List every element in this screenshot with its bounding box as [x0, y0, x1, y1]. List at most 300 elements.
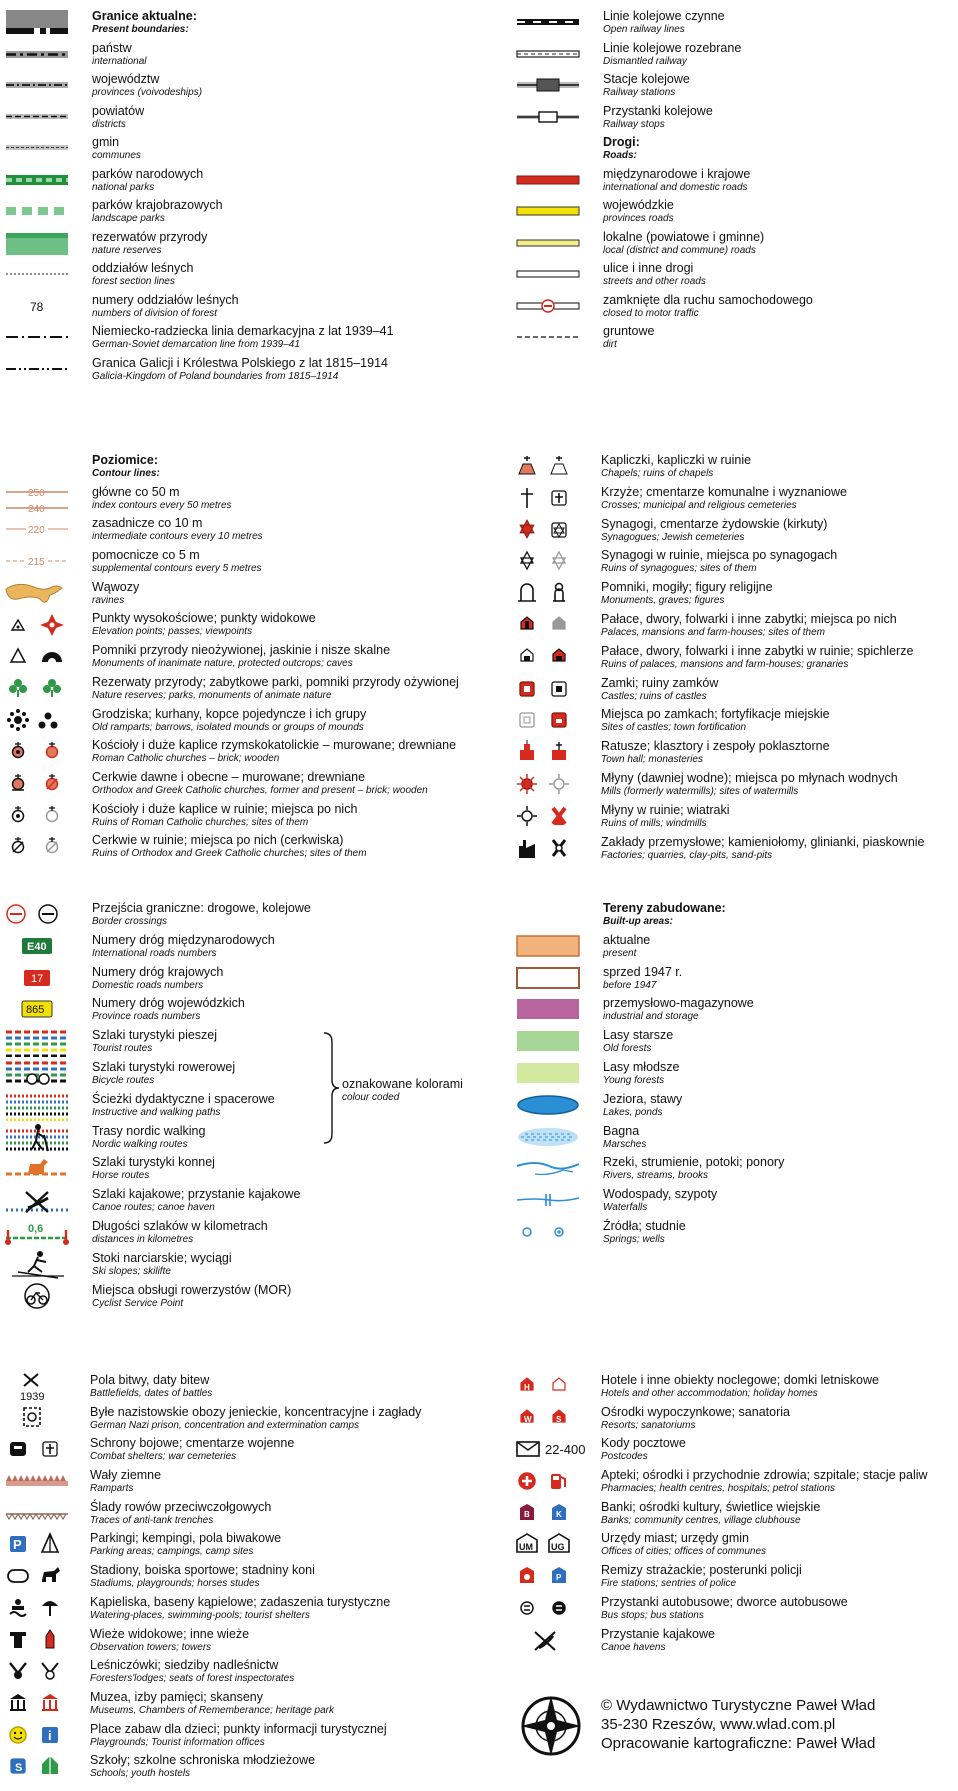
- legend-row: [515, 1154, 955, 1186]
- legend-label: Przystanki autobusowe; dworce autobusowe: [601, 1594, 848, 1609]
- legend-row: [4, 103, 459, 135]
- church-ruin-icon: [4, 801, 72, 831]
- legend-row: [513, 1372, 958, 1404]
- synagogue-ruin-icon: [513, 547, 581, 577]
- legend-label-en: Ruins of palaces, mansions and farm-houses; granaries: [601, 658, 849, 670]
- camp-icon: [4, 1404, 72, 1434]
- section-boundaries: [4, 8, 459, 386]
- legend-row: [515, 900, 955, 932]
- postcode-number: 22-400: [545, 1442, 586, 1458]
- legend-row: [4, 166, 459, 198]
- legend-row: [515, 134, 955, 166]
- section-land-cover: [515, 900, 955, 1250]
- legend-label-en: Observation towers; towers: [90, 1641, 212, 1653]
- legend-label: Muzea, izby pamięci; skanseny: [90, 1689, 263, 1704]
- legend-row: [515, 1091, 955, 1123]
- legend-label-en: index contours every 50 metres: [92, 499, 232, 511]
- legend-label: Numery dróg wojewódzkich: [92, 996, 245, 1011]
- legend-label: Numery dróg krajowych: [92, 964, 224, 979]
- legend-label: Granica Galicji i Królestwa Polskiego z lat 1815–1914: [92, 355, 388, 370]
- legend-label: Niemiecko-radziecka linia demarkacyjna z lat 1939–41: [92, 324, 394, 338]
- legend-row: [4, 964, 504, 996]
- legend-row: [515, 103, 955, 135]
- legend-label: Punkty wysokościowe; punkty widokowe: [92, 611, 316, 626]
- legend-label: Wały ziemne: [90, 1468, 162, 1483]
- legend-row: [4, 1282, 504, 1314]
- legend-row: [515, 1186, 955, 1218]
- legend-label: Lasy starsze: [603, 1028, 674, 1043]
- legend-row: [513, 611, 958, 643]
- legend-label-en: Bus stops; bus stations: [601, 1609, 704, 1621]
- legend-label: Kapliczki, kapliczki w ruinie: [601, 453, 752, 467]
- trail-distance-icon: [4, 1218, 72, 1248]
- legend-label: Zakłady przemysłowe; kamieniołomy, glinianki, piaskownie: [601, 834, 925, 849]
- castle-site-icon: [513, 706, 581, 736]
- legend-label-en: Hotels and other accommodation; holiday homes: [601, 1388, 818, 1399]
- colour-coded-note: [342, 1078, 463, 1104]
- orthodox-ruin-icon: [4, 832, 72, 862]
- legend-label: Pomniki przyrody nieożywionej, jaskinie i nisze skalne: [92, 643, 391, 658]
- legend-label: gmin: [92, 135, 120, 149]
- legend-row: [513, 1499, 958, 1531]
- legend-label-en: provinces (voivodeships): [92, 87, 203, 98]
- legend-label: Banki; ośrodki kultury, świetlice wiejskie: [601, 1499, 821, 1514]
- legend-label: Jeziora, stawy: [603, 1091, 683, 1106]
- legend-label: Kąpieliska, baseny kąpielowe; zadaszenia turystyczne: [90, 1594, 391, 1609]
- cyclist-service-icon: [4, 1282, 72, 1312]
- legend-label-en: districts: [92, 118, 126, 130]
- legend-label-en: Sites of castles; town fortification: [601, 722, 747, 734]
- legend-label-en: Nature reserves; parks, monuments of animate nature: [92, 689, 332, 701]
- legend-label: Byłe nazistowskie obozy jenieckie, koncentracyjne i zagłady: [90, 1404, 422, 1419]
- legend-label-en: Roads:: [603, 150, 637, 161]
- legend-label: Młyny w ruinie; wiatraki: [601, 802, 730, 817]
- legend-row: [4, 1499, 504, 1531]
- old-forest-icon: [515, 1027, 583, 1057]
- legend-row: [515, 260, 955, 292]
- legend-label-en: Province roads numbers: [92, 1011, 201, 1023]
- legend-label: Synagogi w ruinie, miejsca po synagogach: [601, 548, 838, 563]
- commune-boundary-line-icon: [4, 134, 72, 164]
- legend-label: Ratusze; klasztory i zespoły poklasztorne: [601, 739, 830, 754]
- svg-text:E40: E40: [27, 940, 47, 953]
- legend-row: [4, 484, 504, 516]
- legend-label-en: Pharmacies; health centres, hospitals; petrol stations: [601, 1483, 836, 1495]
- legend-row: [515, 292, 955, 324]
- compass-rose-icon: [519, 1694, 583, 1758]
- legend-label: Leśniczówki; siedziby nadleśnictw: [90, 1658, 279, 1673]
- legend-label: Remizy strażackie; posterunki policji: [601, 1563, 802, 1578]
- legend-row: [4, 706, 504, 738]
- section-contours-sites: [4, 452, 504, 864]
- rampart-icon: [4, 706, 72, 736]
- legend-row: [513, 770, 958, 802]
- industrial-area-icon: [515, 995, 583, 1025]
- legend-label: Trasy nordic walking: [92, 1123, 206, 1138]
- legend-label-en: Battlefields, dates of battles: [90, 1388, 213, 1399]
- legend-label-en: Castles; ruins of castles: [601, 690, 707, 702]
- school-icon: [4, 1752, 72, 1782]
- svg-text:H: H: [524, 1383, 530, 1392]
- legend-label-en: present: [603, 947, 637, 959]
- district-boundary-line-icon: [4, 103, 72, 133]
- legend-label-en: Rivers, streams, brooks: [603, 1170, 709, 1182]
- legend-label-en: Railway stations: [603, 87, 676, 98]
- legend-row: [4, 1562, 504, 1594]
- legend-label: Rezerwaty przyrody; zabytkowe parki, pomniki przyrody ożywionej: [92, 674, 459, 689]
- legend-row: [515, 932, 955, 964]
- nature-reserve-area-icon: [4, 229, 72, 259]
- legend-row: [4, 1186, 504, 1218]
- legend-row: [513, 452, 958, 484]
- legend-label: Szlaki turystyki rowerowej: [92, 1059, 236, 1074]
- legend-row: [4, 452, 504, 484]
- lake-icon: [515, 1091, 583, 1121]
- legend-label-en: Springs; wells: [603, 1233, 665, 1245]
- legend-label: sprzed 1947 r.: [603, 964, 683, 979]
- legend-row: [4, 1250, 504, 1282]
- legend-row: [4, 1467, 504, 1499]
- anti-tank-trench-icon: [4, 1499, 72, 1529]
- earth-rampart-icon: [4, 1467, 72, 1497]
- legend-row: [513, 1562, 958, 1594]
- legend-label-en: industrial and storage: [603, 1011, 699, 1023]
- legend-label: Przystanki kolejowe: [603, 103, 713, 118]
- legend-label-en: Stadiums, playgrounds; horses studes: [90, 1578, 260, 1590]
- legend-label: Poziomice:: [92, 453, 158, 467]
- legend-label: pomocnicze co 5 m: [92, 548, 200, 563]
- legend-label: numery oddziałów leśnych: [92, 292, 239, 307]
- legend-row: [515, 166, 955, 198]
- horse-trail-icon: [4, 1154, 72, 1184]
- forester-icon: [4, 1657, 72, 1687]
- legend-label: lokalne (powiatowe i gminne): [603, 229, 765, 244]
- legend-label-en: Roman Catholic churches – brick; wooden: [92, 753, 280, 765]
- legend-row: [513, 834, 958, 866]
- railway-station-icon: [515, 71, 583, 101]
- parking-icon: [4, 1530, 72, 1560]
- svg-text:K: K: [556, 1509, 562, 1519]
- legend-label-en: Foresters'lodges; seats of forest inspectorates: [90, 1673, 295, 1685]
- legend-row: [4, 579, 504, 611]
- legend-label-en: Elevation points; passes; viewpoints: [92, 626, 253, 638]
- ravine-icon: [4, 579, 72, 609]
- legend-label: Kody pocztowe: [601, 1436, 686, 1451]
- svg-text:220: 220: [28, 525, 45, 537]
- legend-label-en: numbers of division of forest: [92, 307, 218, 319]
- legend-label-en: Dismantled railway: [603, 55, 687, 67]
- legend-label-en: Chapels; ruins of chapels: [601, 468, 714, 479]
- landscape-park-boundary-icon: [4, 197, 72, 227]
- legend-label-en: Watering-places, swimming-pools; tourist shelters: [90, 1609, 310, 1621]
- legend-row: [4, 1027, 504, 1059]
- museum-icon: [4, 1689, 72, 1719]
- legend-label-en: Nordic walking routes: [92, 1138, 188, 1150]
- national-road-icon: [515, 166, 583, 196]
- legend-label: ulice i inne drogi: [603, 261, 694, 275]
- legend-label: powiatów: [92, 103, 145, 118]
- synagogue-icon: [513, 516, 581, 546]
- legend-label: Linie kolejowe rozebrane: [603, 40, 742, 55]
- legend-row: [4, 134, 459, 166]
- legend-label-en: German-Soviet demarcation line from 1939–41: [92, 339, 300, 350]
- legend-row: [4, 1752, 504, 1784]
- ski-slope-icon: [4, 1250, 72, 1280]
- boundary-grey-block-icon: [4, 8, 72, 38]
- legend-label: Wąwozy: [92, 579, 140, 594]
- legend-label: Szkoły; szkolne schroniska młodzieżowe: [90, 1753, 316, 1768]
- legend-row: [4, 1218, 504, 1250]
- legend-label-en: Orthodox and Greek Catholic churches, former and present – brick; wooden: [92, 784, 428, 796]
- legend-label-en: closed to motor traffic: [603, 307, 699, 319]
- legend-label-en: Present boundaries:: [92, 24, 189, 35]
- domestic-road-number-icon: [4, 964, 72, 994]
- brace-note-en: colour coded: [342, 1092, 400, 1103]
- waterfall-icon: [515, 1186, 583, 1216]
- legend-label: Pola bitwy, daty bitew: [90, 1373, 210, 1387]
- legend-label: Numery dróg międzynarodowych: [92, 932, 275, 947]
- fire-station-icon: [513, 1562, 581, 1592]
- legend-row: [4, 515, 504, 547]
- legend-row: [513, 706, 958, 738]
- local-road-icon: [515, 229, 583, 259]
- legend-label-en: Parking areas; campings, camp sites: [90, 1546, 254, 1558]
- battlefield-icon: [4, 1372, 72, 1402]
- legend-label-en: Offices of cities; offices of communes: [601, 1546, 767, 1558]
- svg-text:865: 865: [26, 1004, 45, 1017]
- legend-label-en: streets and other roads: [603, 276, 706, 287]
- legend-label-en: Ruins of mills; windmills: [601, 817, 707, 829]
- legend-label: Ślady rowów przeciwczołgowych: [90, 1499, 272, 1514]
- legend-label-en: Ski slopes; skilifte: [92, 1265, 171, 1277]
- legend-row: [4, 674, 504, 706]
- legend-row: [4, 610, 504, 642]
- legend-label: parków krajobrazowych: [92, 198, 223, 212]
- legend-label: wojewódzkie: [603, 198, 674, 212]
- stadium-icon: [4, 1562, 72, 1592]
- legend-label: Miejsca obsługi rowerzystów (MOR): [92, 1282, 292, 1297]
- legend-row: [513, 484, 958, 516]
- legend-label-en: German Nazi prison, concentration and extermination camps: [90, 1419, 360, 1431]
- legend-label-en: Lakes, ponds: [603, 1106, 663, 1118]
- playground-icon: [4, 1721, 72, 1751]
- section-services: [513, 1372, 958, 1657]
- legend-label: Ośrodki wypoczynkowe; sanatoria: [601, 1404, 790, 1419]
- svg-text:UG: UG: [551, 1542, 565, 1553]
- legend-label: Bagna: [603, 1123, 640, 1138]
- legend-row: [513, 547, 958, 579]
- railway-stop-icon: [515, 103, 583, 133]
- legend-label: państw: [92, 40, 132, 55]
- legend-row: [4, 801, 504, 833]
- legend-row: [515, 197, 955, 229]
- legend-label-en: Open railway lines: [603, 24, 685, 35]
- legend-label: zasadnicze co 10 m: [92, 516, 203, 531]
- legend-label: Ścieżki dydaktyczne i spacerowe: [92, 1091, 275, 1106]
- legend-row: [4, 292, 459, 324]
- legend-row: [4, 737, 504, 769]
- legend-row: [4, 1626, 504, 1658]
- legend-label-en: Ruins of synagogues; sites of them: [601, 563, 757, 575]
- legend-row: [513, 738, 958, 770]
- legend-row: [513, 1467, 958, 1499]
- legend-label: Schrony bojowe; cmentarze wojenne: [90, 1436, 295, 1451]
- legend-label-en: international and domestic roads: [603, 181, 748, 193]
- catholic-church-icon: [4, 737, 72, 767]
- legend-row: [4, 932, 504, 964]
- marsh-icon: [515, 1123, 583, 1153]
- legend-label: Hotele i inne obiekty noclegowe; domki letniskowe: [601, 1373, 879, 1387]
- border-crossing-icon: [4, 900, 72, 930]
- legend-label-en: Synagogues; Jewish cemeteries: [601, 531, 745, 543]
- legend-label: Tereny zabudowane:: [603, 901, 726, 915]
- legend-label: Lasy młodsze: [603, 1059, 680, 1074]
- legend-row: [4, 995, 504, 1027]
- colour-coded-brace: [322, 1032, 342, 1144]
- legend-label: Przejścia graniczne: drogowe, kolejowe: [92, 901, 311, 915]
- legend-row: [4, 1154, 504, 1186]
- legend-row: [4, 1123, 504, 1155]
- legend-label-en: Canoe routes; canoe haven: [92, 1202, 215, 1214]
- legend-label-en: Mills (formerly watermills); sites of watermills: [601, 785, 799, 797]
- svg-text:78: 78: [30, 299, 44, 314]
- legend-label-en: Border crossings: [92, 916, 168, 927]
- legend-label: Kościoły i duże kaplice w ruinie; miejsca po nich: [92, 801, 358, 816]
- svg-text:1939: 1939: [20, 1391, 45, 1402]
- legend-label: Miejsca po zamkach; fortyfikacje miejskie: [601, 707, 830, 722]
- legend-row: [4, 900, 504, 932]
- dismantled-railway-icon: [515, 40, 583, 70]
- legend-label-en: before 1947: [603, 979, 657, 991]
- svg-text:B: B: [524, 1509, 530, 1519]
- legend-label: Parkingi; kempingi, pola biwakowe: [90, 1531, 282, 1546]
- legend-label: Źródła; studnie: [603, 1218, 686, 1233]
- dirt-road-icon: [515, 323, 583, 353]
- legend-label-en: Monuments, graves; figures: [601, 595, 725, 607]
- legend-row: [4, 832, 504, 864]
- legend-label: województw: [92, 72, 160, 86]
- legend-row: [4, 229, 459, 261]
- legend-row: [4, 260, 459, 292]
- legend-row: [515, 71, 955, 103]
- legend-label-en: International roads numbers: [92, 947, 217, 959]
- factory-icon: [513, 834, 581, 864]
- legend-label-en: national parks: [92, 181, 155, 193]
- legend-label-en: Ruins of Orthodox and Greek Catholic churches; sites of them: [92, 848, 367, 860]
- legend-label: Cerkwie w ruinie; miejsca po nich (cerkwiska): [92, 833, 344, 848]
- svg-text:P: P: [13, 1537, 22, 1553]
- galicia-boundary-line-icon: [4, 355, 72, 385]
- svg-text:S: S: [15, 1762, 23, 1775]
- cross-icon: [513, 484, 581, 514]
- legend-row: [515, 964, 955, 996]
- legend-label: parków narodowych: [92, 166, 204, 181]
- legend-label: międzynarodowe i krajowe: [603, 166, 751, 181]
- pharmacy-icon: [513, 1467, 581, 1497]
- elevation-point-icon: [4, 610, 72, 640]
- svg-text:250: 250: [28, 487, 45, 499]
- legend-label: główne co 50 m: [92, 484, 180, 499]
- legend-label: Przystanie kajakowe: [601, 1626, 715, 1641]
- legend-label-en: Museums, Chambers of Rememberance; heritage park: [90, 1704, 334, 1716]
- resort-icon: [513, 1404, 581, 1434]
- legend-label: Apteki; ośrodki i przychodnie zdrowia; szpitale; stacje paliw: [601, 1468, 928, 1483]
- province-boundary-line-icon: [4, 71, 72, 101]
- legend-row: [513, 675, 958, 707]
- bank-icon: [513, 1499, 581, 1529]
- legend-label-en: communes: [92, 150, 141, 161]
- legend-row: [515, 229, 955, 261]
- section-facilities: [4, 1372, 504, 1784]
- legend-row: [4, 71, 459, 103]
- hiking-trail-icon: [4, 1027, 72, 1057]
- forest-section-line-icon: [4, 260, 72, 290]
- legend-label-en: ravines: [92, 594, 125, 606]
- monument-icon: [513, 579, 581, 609]
- canoe-haven-icon: [513, 1626, 581, 1656]
- demarcation-line-icon: [4, 323, 72, 353]
- legend-row: [4, 1372, 504, 1404]
- legend-row: [515, 8, 955, 40]
- legend-label-en: distances in kilometres: [92, 1233, 194, 1245]
- legend-label-en: Cyclist Service Point: [92, 1297, 184, 1309]
- palace-ruin-icon: [513, 643, 581, 673]
- legend-row: [4, 1404, 504, 1436]
- legend-row: [515, 1123, 955, 1155]
- legend-row: [515, 323, 955, 355]
- forest-number-icon: [4, 292, 72, 322]
- closed-road-icon: [515, 292, 583, 322]
- bus-stop-icon: [513, 1594, 581, 1624]
- built-up-1947-icon: [515, 964, 583, 994]
- legend-label-en: Built-up areas:: [603, 916, 674, 927]
- legend-label-en: Postcodes: [601, 1451, 648, 1463]
- legend-label-en: Resorts; sanatoriums: [601, 1419, 696, 1431]
- swimming-icon: [4, 1594, 72, 1624]
- legend-label-en: Crosses; municipal and religious cemeteries: [601, 499, 797, 511]
- legend-label: Synagogi, cmentarze żydowskie (kirkuty): [601, 516, 828, 531]
- legend-label: oddziałów leśnych: [92, 261, 194, 275]
- svg-text:0,6: 0,6: [28, 1222, 44, 1235]
- legend-label: Krzyże; cmentarze komunalne i wyznaniowe: [601, 484, 847, 499]
- footer-line-2: 35-230 Rzeszów, www.wlad.com.pl: [601, 1716, 836, 1733]
- legend-label-en: Galicia-Kingdom of Poland boundaries from 1815–1914: [92, 370, 339, 382]
- legend-label: Stoki narciarskie; wyciągi: [92, 1250, 232, 1265]
- legend-label: aktualne: [603, 932, 651, 947]
- nordic-walking-icon: [4, 1123, 72, 1153]
- legend-label: Pomniki, mogiły; figury religijne: [601, 580, 773, 595]
- legend-label: Urzędy miast; urzędy gmin: [601, 1531, 749, 1546]
- legend-row: [4, 769, 504, 801]
- legend-row: [515, 995, 955, 1027]
- chapel-icon: [513, 452, 581, 482]
- legend-row: [4, 40, 459, 72]
- legend-row: [4, 1721, 504, 1753]
- supplemental-contour-icon: [4, 547, 72, 577]
- legend-row: [513, 643, 958, 675]
- legend-row: [4, 8, 459, 40]
- legend-row: [513, 1626, 958, 1658]
- legend-row: [4, 1530, 504, 1562]
- legend-label: Pałace, dwory, folwarki i inne zabytki w ruinie; spichlerze: [601, 643, 914, 658]
- svg-text:17: 17: [31, 972, 44, 985]
- legend-label-en: Palaces, mansions and farm-houses; sites of them: [601, 626, 825, 638]
- legend-label-en: Fire stations; sentries of police: [601, 1578, 737, 1590]
- publisher-footer: [517, 1692, 957, 1772]
- orthodox-church-icon: [4, 769, 72, 799]
- legend-label-en: Tourist routes: [92, 1043, 153, 1055]
- svg-text:W: W: [524, 1414, 532, 1424]
